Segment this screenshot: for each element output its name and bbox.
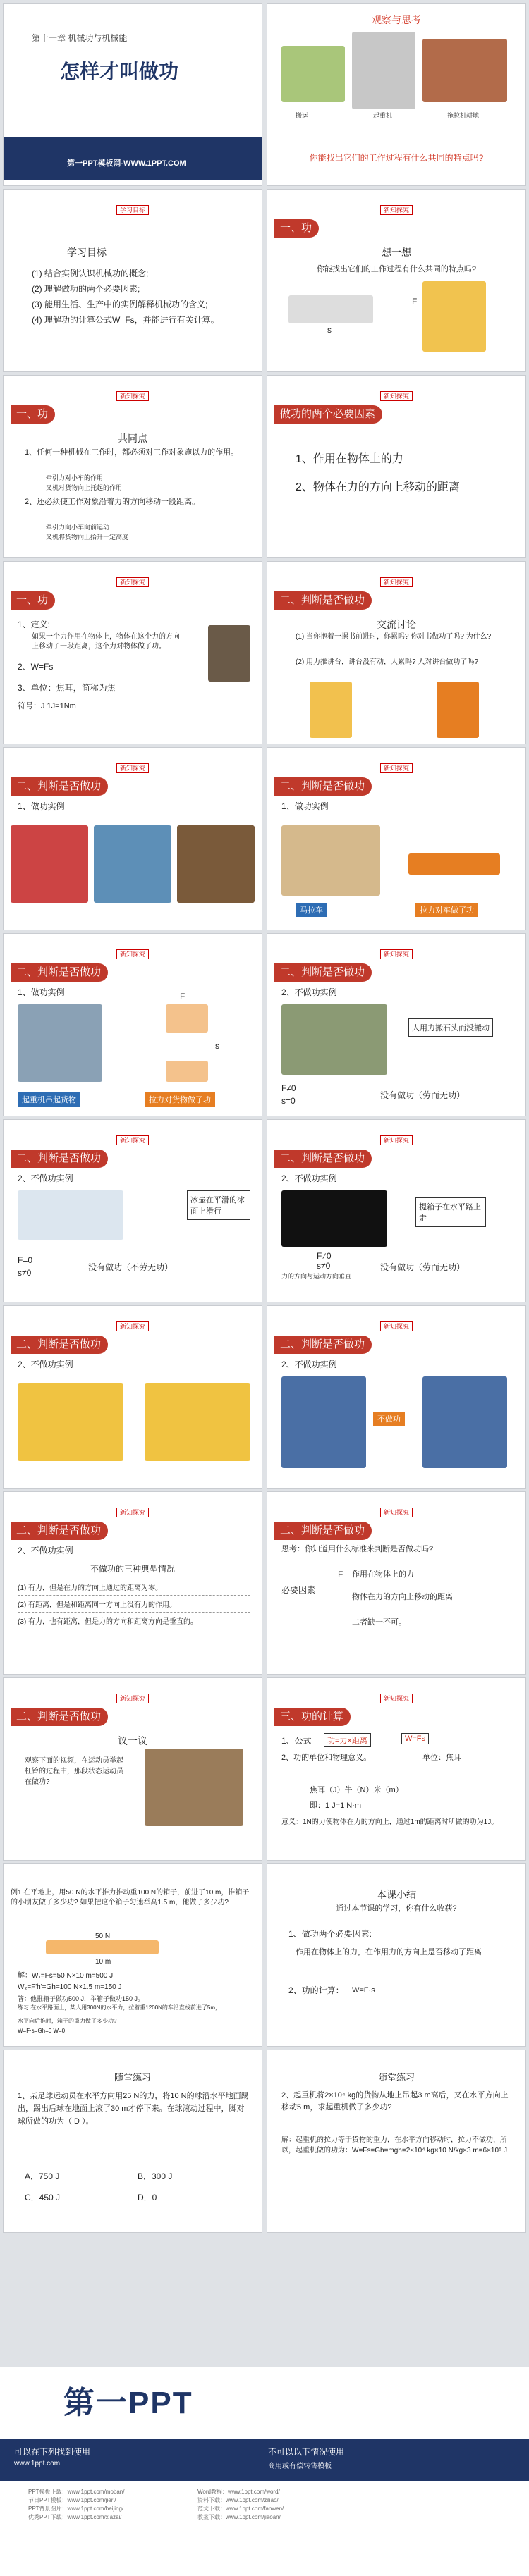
section-tag: 新知探究 — [116, 391, 149, 401]
symbol: 符号：J 1J=1Nm — [18, 702, 76, 710]
heading: 观察与思考 — [372, 14, 421, 25]
option-c[interactable]: C．450 J — [25, 2193, 61, 2202]
slide-7[interactable] — [3, 561, 262, 744]
distance-label: 10 m — [95, 1958, 111, 1966]
question-2: (2) 用力推讲台，讲台没有动，人累吗? 人对讲台做功了吗? — [296, 658, 478, 666]
section-title: 二、判断是否做功 — [274, 591, 372, 610]
cart-diagram — [408, 853, 500, 875]
slide-15[interactable] — [3, 1305, 262, 1489]
option-d[interactable]: D．0 — [138, 2193, 157, 2202]
point-1: 1、做功两个必要因素: — [288, 1929, 372, 1939]
section-tag: 新知探究 — [380, 391, 413, 401]
backpack-image-1 — [281, 1376, 366, 1468]
factor-force: 作用在物体上的力 — [352, 1570, 414, 1579]
heading: 共同点 — [118, 433, 147, 444]
footer-link[interactable]: 节日PPT模板：www.1ppt.com/jieri/ — [28, 2497, 116, 2503]
carry-image — [281, 46, 345, 102]
goal-3: (3) 能用生活、生产中的实例解释机械功的含义; — [32, 300, 208, 309]
section-tag: 新知探究 — [380, 763, 413, 773]
point-1a: 作用在物体上的力，在作用力的方向上是否移动了距离 — [296, 1948, 482, 1956]
section-tag: 新知探究 — [116, 1694, 149, 1703]
footer-link[interactable]: 优秀PPT下载：www.1ppt.com/xiazai/ — [28, 2514, 122, 2520]
backpack-image-2 — [422, 1376, 507, 1468]
result: 没有做功（劳而无功） — [380, 1090, 466, 1100]
point-2: 2、功的计算： — [288, 1985, 344, 1995]
goal-1: (1) 结合实例认识机械功的概念; — [32, 269, 149, 278]
section-tag: 新知探究 — [380, 205, 413, 215]
slide-3[interactable] — [3, 189, 262, 372]
footer-link[interactable]: 资料下载：www.1ppt.com/ziliao/ — [197, 2497, 279, 2503]
slide-22[interactable] — [267, 1863, 526, 2047]
discussion-text: 观察下面的视频，在运动员举起杠铃的过程中，那段状态运动员在做功? — [25, 1757, 123, 1786]
def-label: 1、定义: — [18, 620, 51, 629]
box-diagram — [46, 1940, 159, 1954]
label-crane: 起重机 — [373, 112, 393, 119]
section-title: 三、功的计算 — [274, 1708, 351, 1726]
section-title: 二、判断是否做功 — [274, 1336, 372, 1354]
section-title: 二、判断是否做功 — [11, 1336, 108, 1354]
note: 提箱子在水平路上走 — [415, 1197, 486, 1227]
slide-17[interactable] — [3, 1491, 262, 1675]
definition: 如果一个力作用在物体上，物体在这个力的方向上移动了一段距离，这个力对物体做了功。 — [32, 633, 180, 651]
option-b[interactable]: B．300 J — [138, 2171, 173, 2181]
unit-names: 焦耳（J）牛（N）米（m） — [310, 1786, 403, 1794]
heading: 随堂练习 — [114, 2072, 151, 2083]
letter-s: s — [327, 325, 332, 335]
footer-bar — [0, 2439, 529, 2481]
case-1: (1) 有力，但是在力的方向上通过的距离为零。 — [18, 1582, 250, 1596]
section-tag: 新知探究 — [116, 1321, 149, 1331]
right-title: 不可以以下情况使用 — [268, 2447, 345, 2457]
lift-video-image[interactable] — [145, 1749, 243, 1826]
section-title: 二、判断是否做功 — [11, 1522, 108, 1540]
sub-heading: 2、不做功实例 — [18, 1360, 73, 1369]
footer-links-right — [197, 2488, 284, 2522]
heading: 本课小结 — [377, 1889, 416, 1900]
label-tractor: 拖拉机耕地 — [447, 112, 480, 119]
crane-hold-image — [18, 1383, 123, 1461]
goal-2: (2) 理解做功的两个必要因素; — [32, 284, 140, 294]
force-label: 50 N — [95, 1933, 111, 1940]
portrait-image — [208, 625, 250, 682]
section-tag: 新知探究 — [380, 1508, 413, 1517]
meaning: 意义：1N的力使物体在力的方向上，通过1m的距离时所做的功为1J。 — [281, 1818, 499, 1826]
force-label: F≠0 — [281, 1083, 296, 1093]
right-sub: 商用或有偿转售模板 — [268, 2463, 332, 2470]
result: 没有做功（不劳无功） — [88, 1262, 174, 1272]
question: 1、某足球运动员在水平方向用25 N的力，将10 N的球沿水平地面踢出，踢出后球在地面上滚了30 m才停下来。在球滚动过程中，脚对球所做的功为（ D ）。 — [18, 2092, 249, 2126]
section-tag: 新知探究 — [380, 949, 413, 959]
left-title: 可以在下列找到使用 — [14, 2447, 91, 2457]
formula-symbols: W=Fs — [401, 1733, 429, 1744]
crane-move-image — [145, 1383, 250, 1461]
note: 人用力搬石头而没搬动 — [408, 1018, 493, 1037]
sub-heading: 2、不做功实例 — [18, 1546, 73, 1555]
example: 例1 在平地上，用50 N的水平推力推动重100 N的箱子，前进了10 m，推箱子的小朋友做了多少功? 如果把这个箱子匀速举高1.5 m，他做了多少功? — [11, 1889, 250, 1906]
section-tag: 新知探究 — [380, 1135, 413, 1145]
point-1: 1、任何一种机械在工作时，都必须对工作对象施以力的作用。 — [25, 448, 239, 457]
slide-12[interactable] — [267, 933, 526, 1116]
formula: 2、W=Fs — [18, 662, 54, 672]
solution-2: W₂=F'h'=Gh=100 N×1.5 m=150 J — [18, 1983, 122, 1991]
slide-4[interactable] — [267, 189, 526, 372]
necessary-label: 必要因素 — [281, 1585, 316, 1595]
letter-s: s — [215, 1041, 219, 1051]
subheading: 通过本节课的学习，你有什么收获? — [336, 1904, 457, 1913]
slide-1[interactable] — [3, 3, 262, 186]
slide-11[interactable] — [3, 933, 262, 1116]
slide-16[interactable] — [267, 1305, 526, 1489]
point-1a: 牵引力对小车的作用 — [46, 474, 104, 481]
unit-heading: 2、功的单位和物理意义。 — [281, 1754, 372, 1762]
section-title: 二、判断是否做功 — [11, 777, 108, 796]
distance-label: s=0 — [281, 1096, 296, 1106]
point-2-formula: W=F·s — [352, 1986, 375, 1995]
slide-13[interactable] — [3, 1119, 262, 1302]
exercise-question: 水平向后推时，箱子的重力做了多少功? — [18, 2018, 117, 2024]
section-title: 一、功 — [11, 405, 55, 424]
bird-image — [94, 825, 171, 903]
sub-heading: 2、不做功实例 — [18, 1173, 73, 1183]
heading: 交流讨论 — [377, 619, 416, 630]
question: 你能找出它们的工作过程有什么共同的特点吗? — [316, 265, 477, 273]
distance-label: s≠0 — [18, 1268, 32, 1278]
horse-cart-image — [281, 825, 380, 896]
heading: 随堂练习 — [377, 2072, 415, 2083]
force-label: F=0 — [18, 1255, 33, 1265]
note: 不做功 — [373, 1412, 405, 1426]
option-a[interactable]: A．750 J — [25, 2171, 60, 2181]
section-title: 二、判断是否做功 — [274, 777, 372, 796]
slide-19[interactable] — [3, 1677, 262, 1861]
distance-label: s≠0 — [317, 1261, 331, 1271]
sub-heading: 2、不做功实例 — [281, 1173, 337, 1183]
point-2: 2、还必须使工作对象沿着力的方向移动一段距离。 — [25, 498, 200, 506]
force-label: F≠0 — [317, 1251, 332, 1261]
label-crane: 起重机吊起货物 — [18, 1092, 80, 1107]
car-diagram — [288, 295, 373, 323]
formula-label: 1、公式 — [281, 1736, 312, 1746]
section-tag: 新知探究 — [380, 1321, 413, 1331]
section-title: 二、判断是否做功 — [11, 963, 108, 982]
section-title: 二、判断是否做功 — [274, 1150, 372, 1168]
tractor-image — [422, 39, 507, 102]
factor-1: 1、作用在物体上的力 — [296, 453, 403, 465]
footer-link[interactable]: Word教程：www.1ppt.com/word/ — [197, 2489, 280, 2495]
footer-link[interactable]: 教案下载：www.1ppt.com/jiaoan/ — [197, 2514, 281, 2520]
section-title: 二、判断是否做功 — [274, 963, 372, 982]
left-sub: www.1ppt.com — [14, 2460, 61, 2467]
result: 没有做功（劳而无功） — [380, 1262, 466, 1272]
unit-label: 单位：焦耳 — [422, 1754, 461, 1762]
sub-heading: 1、做功实例 — [18, 801, 65, 811]
solution-1: 解：W₁=Fs=50 N×10 m=500 J — [18, 1972, 114, 1980]
equivalence: 即：1 J=1 N·m — [310, 1801, 362, 1810]
chapter: 第十一章 机械功与机械能 — [32, 33, 128, 43]
label-carry: 搬运 — [296, 112, 309, 119]
forklift-image — [422, 281, 486, 352]
case-3: (3) 有力，也有距离，但是力的方向和距离方向是垂直的。 — [18, 1616, 250, 1629]
section-title: 二、判断是否做功 — [11, 1708, 108, 1726]
crane-lift-image — [18, 1004, 102, 1082]
section-title: 二、判断是否做功 — [11, 1150, 108, 1168]
section-title: 一、功 — [11, 591, 55, 610]
question: 你能找出它们的工作过程有什么共同的特点吗? — [309, 153, 484, 163]
answer: 答：他推箱子做功500 J，举箱子做功150 J。 — [18, 1995, 145, 2002]
question: 2、起重机将2×10⁴ kg的货物从地上吊起3 m高后，又在水平方向上移动5 m，求起重机做了多少功? — [281, 2091, 509, 2112]
solution: 解：起重机的拉力等于货物的重力，在水平方向移动时，拉力不做功，所以，起重机做的功为：W=Fs=Gh=mgh=2×10⁴ kg×10 N/kg×3 m=6×10⁵ J — [281, 2136, 507, 2155]
goal-4: (4) 理解功的计算公式W=Fs，并能进行有关计算。 — [32, 315, 219, 325]
heading: 不做功的三种典型情况 — [90, 1564, 175, 1574]
footer-links-left — [28, 2488, 124, 2522]
crane-image — [352, 32, 415, 109]
push-image — [437, 682, 479, 738]
student-image — [310, 682, 352, 738]
slide-10[interactable] — [267, 747, 526, 930]
section-tag: 新知探究 — [380, 1694, 413, 1703]
question-1: (1) 当你抱着一摞书前进时，你累吗? 你对书做功了吗? 为什么? — [296, 633, 492, 641]
point-2a: 牵引力向小车向前运动 — [46, 524, 110, 531]
slide-14[interactable] — [267, 1119, 526, 1302]
slide-20[interactable] — [267, 1677, 526, 1861]
footer-logo: 第一PPT — [63, 2386, 193, 2420]
heading: 议一议 — [118, 1735, 147, 1746]
slide-23[interactable] — [3, 2050, 262, 2233]
label-force: 拉力对货物做了功 — [145, 1092, 215, 1107]
point-1b: 叉机对货物向上托起的作用 — [46, 484, 123, 491]
letter-f: F — [180, 992, 186, 1002]
section-tag: 学习目标 — [116, 205, 149, 215]
slide-6[interactable] — [267, 375, 526, 558]
carry-box-image — [281, 1190, 387, 1247]
label-horse: 马拉车 — [296, 903, 327, 917]
slide-2[interactable] — [267, 3, 526, 186]
heading: 想一想 — [382, 247, 411, 258]
factor-distance: 物体在力的方向上移动的距离 — [352, 1593, 453, 1601]
section-title: 一、功 — [274, 219, 319, 238]
heading: 学习目标 — [67, 247, 107, 258]
slide-24[interactable] — [267, 2050, 526, 2233]
formula-words: 功=力×距离 — [324, 1733, 371, 1747]
slide-21[interactable] — [3, 1863, 262, 2047]
sub-heading: 1、做功实例 — [18, 987, 65, 997]
label-force: 拉力对车做了功 — [415, 903, 478, 917]
sub-heading: 2、不做功实例 — [281, 987, 337, 997]
conclusion: 二者缺一不可。 — [352, 1618, 406, 1627]
unit: 3、单位：焦耳，简称为焦 — [18, 683, 116, 693]
section-tag: 新知探究 — [116, 949, 149, 959]
footer-link[interactable]: PPT模板下载：www.1ppt.com/moban/ — [28, 2489, 125, 2495]
slide-5[interactable] — [3, 375, 262, 558]
footer-link[interactable]: 范文下载：www.1ppt.com/fanwen/ — [197, 2506, 284, 2512]
sub-heading: 1、做功实例 — [281, 801, 329, 811]
slide-9[interactable] — [3, 747, 262, 930]
section-title: 二、判断是否做功 — [274, 1522, 372, 1540]
sub-heading: 2、不做功实例 — [281, 1360, 337, 1369]
footer-link[interactable]: PPT背景图片：www.1ppt.com/beijing/ — [28, 2506, 124, 2512]
exercise: 练习 在水平路面上，某人用300N的水平力，拉着重1200N的车沿直线前进了5m，…… — [18, 2004, 233, 2011]
section-tag: 新知探究 — [116, 763, 149, 773]
section-tag: 新知探究 — [116, 577, 149, 587]
section-title: 做功的两个必要因素 — [274, 405, 382, 424]
direction-note: 力的方向与运动方向垂直 — [281, 1273, 352, 1280]
slide-title: 怎样才叫做功 — [60, 61, 179, 82]
factor-2: 2、物体在力的方向上移动的距离 — [296, 481, 460, 493]
exercise-answer: W=F·s=Gh=0 W=0 — [18, 2028, 66, 2034]
note: 冰壶在平滑的冰面上滑行 — [187, 1190, 250, 1220]
slide-8[interactable] — [267, 561, 526, 744]
force-symbol: F — [338, 1570, 343, 1579]
letter-f: F — [412, 297, 418, 307]
point-2b: 叉机将货物向上抬升一定高度 — [46, 534, 129, 541]
rock-image — [281, 1004, 387, 1075]
climb-image — [177, 825, 255, 903]
weightlift-image — [11, 825, 88, 903]
curling-image — [18, 1190, 123, 1240]
site-label: 第一PPT模板网-WWW.1PPT.COM — [67, 159, 186, 168]
section-tag: 新知探究 — [116, 1135, 149, 1145]
slide-18[interactable] — [267, 1491, 526, 1675]
cargo-bottom — [166, 1061, 208, 1082]
section-tag: 新知探究 — [116, 1508, 149, 1517]
think-question: 思考：你知道用什么标准来判断是否做功吗? — [281, 1545, 434, 1553]
cargo-top — [166, 1004, 208, 1033]
section-tag: 新知探究 — [380, 577, 413, 587]
case-2: (2) 有距离，但是和距离同一方向上没有力的作用。 — [18, 1599, 250, 1613]
